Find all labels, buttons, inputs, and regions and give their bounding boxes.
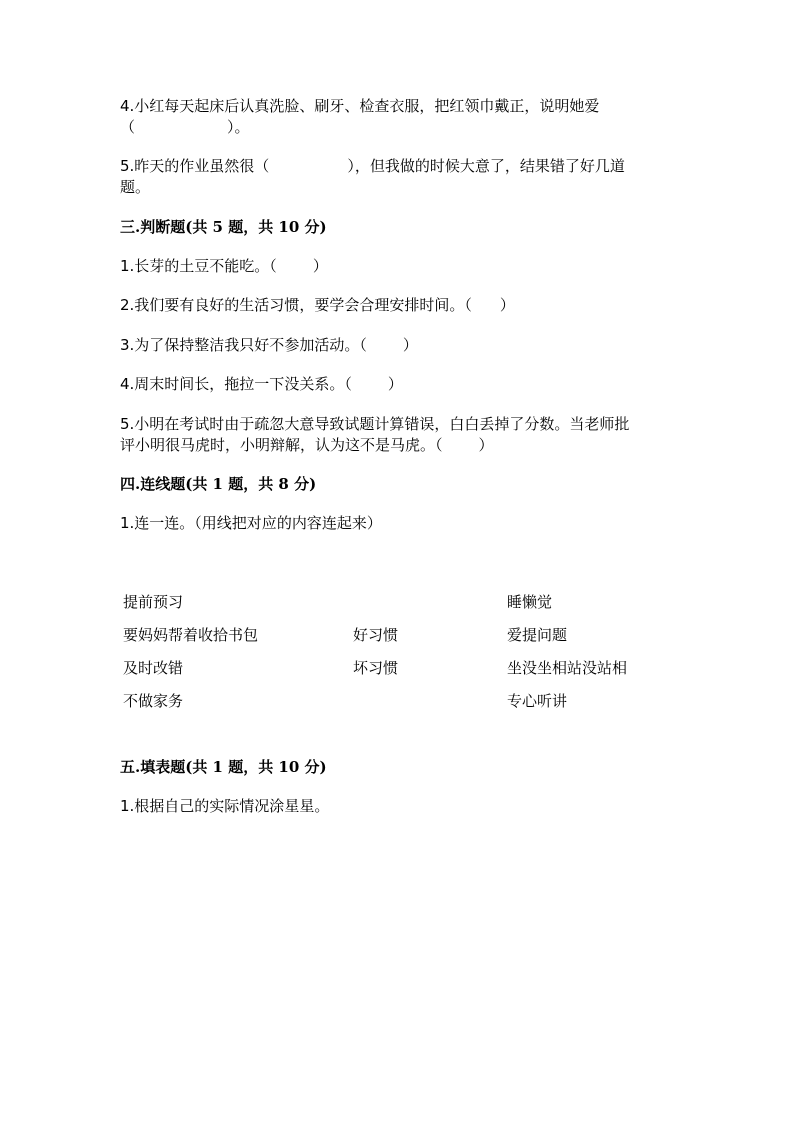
judge-item-5-line1: 5.小明在考试时由于疏忽大意导致试题计算错误，白白丢掉了分数。当老师批 xyxy=(120,415,630,433)
section3-heading: 三.判断题(共 5 题，共 10 分) xyxy=(120,218,327,236)
match-left-item[interactable]: 不做家务 xyxy=(123,692,184,710)
match-right-item[interactable]: 睡懒觉 xyxy=(507,593,553,611)
q4-close-paren: ）。 xyxy=(227,118,250,136)
judge-item-5-close: ） xyxy=(478,436,494,454)
judge-item-5-text: 评小明很马虎时，小明辩解，认为这不是马虎。（ xyxy=(120,436,443,454)
match-left-item[interactable]: 提前预习 xyxy=(123,593,184,611)
match-right-item[interactable]: 专心听讲 xyxy=(507,692,568,710)
q4-line2 xyxy=(120,117,250,138)
match-left-item[interactable]: 要妈妈帮着收拾书包 xyxy=(123,626,259,644)
match-right-item[interactable]: 坐没坐相站没站相 xyxy=(507,659,628,677)
table-question: 1.根据自己的实际情况涂星星。 xyxy=(120,797,330,815)
judge-item-3-text: 3.为了保持整洁我只好不参加活动。（ xyxy=(120,336,367,354)
q4-line1: 4.小红每天起床后认真洗脸、刷牙、检查衣服，把红领巾戴正，说明她爱 xyxy=(120,97,600,115)
match-middle-item[interactable]: 好习惯 xyxy=(353,626,399,644)
judge-item-2-text: 2.我们要有良好的生活习惯，要学会合理安排时间。（ xyxy=(120,296,472,314)
match-middle-item[interactable]: 坏习惯 xyxy=(353,659,399,677)
judge-item-4 xyxy=(120,374,403,395)
judge-item-3-close: ） xyxy=(402,336,418,354)
matching-question: 1.连一连。（用线把对应的内容连起来） xyxy=(120,514,382,532)
judge-item-1-close: ） xyxy=(312,257,328,275)
section5-heading: 五.填表题(共 1 题，共 10 分) xyxy=(120,758,327,776)
judge-item-4-text: 4.周末时间长，拖拉一下没关系。（ xyxy=(120,375,352,393)
match-left-item[interactable]: 及时改错 xyxy=(123,659,184,677)
judge-item-2-close: ） xyxy=(499,296,515,314)
q5-start: 5.昨天的作业虽然很（ xyxy=(120,157,270,175)
judge-item-1 xyxy=(120,256,328,277)
judge-item-5-line2 xyxy=(120,435,494,456)
section4-heading: 四.连线题(共 1 题，共 8 分) xyxy=(120,475,317,493)
match-right-item[interactable]: 爱提问题 xyxy=(507,626,568,644)
q5-line2: 题。 xyxy=(120,178,151,196)
judge-item-4-close: ） xyxy=(387,375,403,393)
judge-item-3 xyxy=(120,335,418,356)
q4-open-paren: （ xyxy=(120,118,136,136)
q5-end: ），但我做的时候大意了，结果错了好几道 xyxy=(347,157,625,175)
judge-item-1-text: 1.长芽的土豆不能吃。（ xyxy=(120,257,277,275)
judge-item-2 xyxy=(120,295,515,316)
q5-line1 xyxy=(120,156,625,177)
